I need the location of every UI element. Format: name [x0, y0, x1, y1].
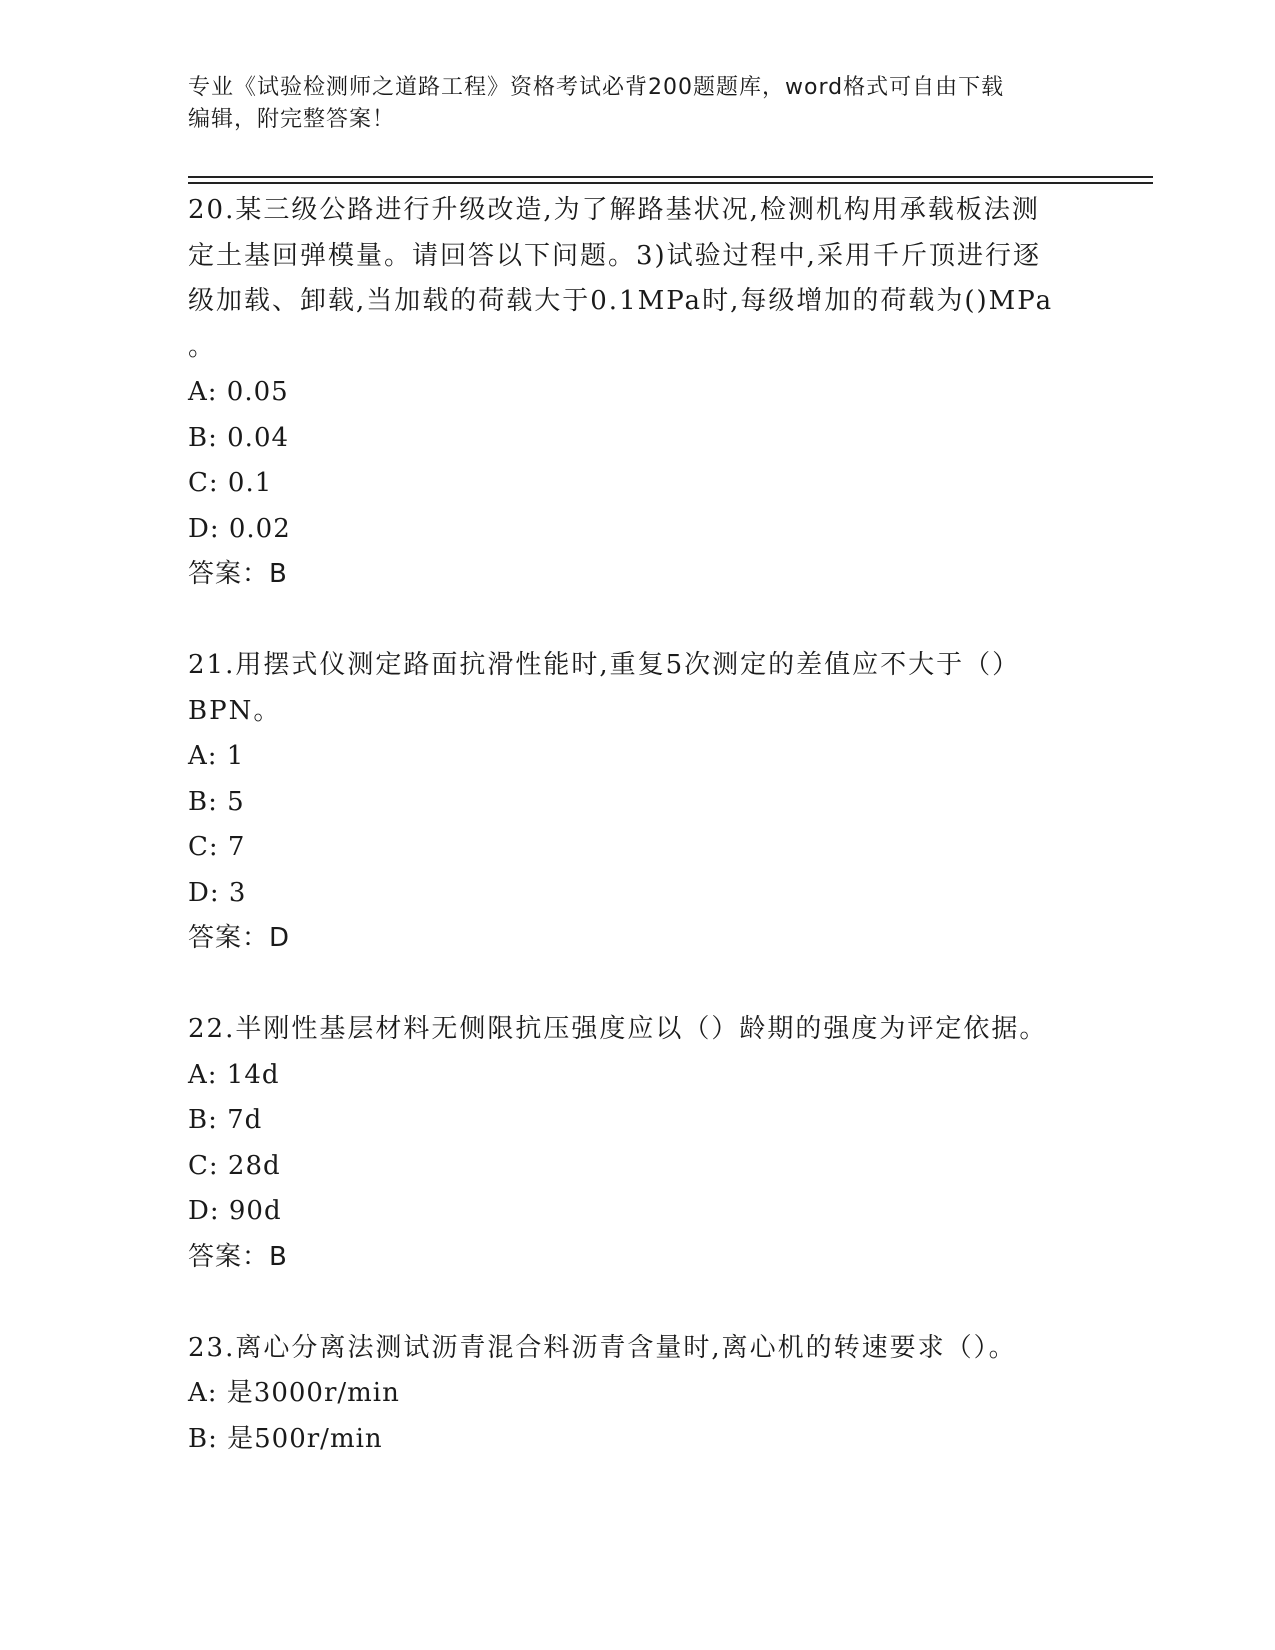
question-text-line: 级加载、卸载,当加载的荷载大于0.1MPa时,每级增加的荷载为()MPa — [188, 286, 1054, 316]
document-header — [188, 72, 1088, 136]
question-list — [188, 188, 1088, 1462]
option-b: B: 5 — [188, 786, 245, 817]
option-a: A: 1 — [188, 741, 245, 771]
header-divider-bottom — [188, 182, 1153, 184]
option-a: A: 0.05 — [188, 377, 289, 407]
question-text-line: BPN。 — [188, 695, 282, 726]
question-text-line: 20.某三级公路进行升级改造,为了解路基状况,检测机构用承载板法测 — [188, 195, 1040, 225]
header-line-1: 专业《试验检测师之道路工程》资格考试必背200题题库，word格式可自由下载 — [188, 75, 1005, 100]
option-b: B: 7d — [188, 1105, 263, 1135]
question-spacer — [188, 598, 1088, 644]
question-21 — [188, 643, 1088, 962]
question-spacer — [188, 962, 1088, 1008]
question-spacer — [188, 1280, 1088, 1326]
answer-line: 答案：B — [188, 559, 288, 589]
answer-line: 答案：D — [188, 923, 291, 953]
question-text-line: 22.半刚性基层材料无侧限抗压强度应以（）龄期的强度为评定依据。 — [188, 1014, 1048, 1044]
question-23 — [188, 1326, 1088, 1463]
option-c: C: 7 — [188, 832, 246, 862]
option-c: C: 0.1 — [188, 468, 273, 498]
header-divider-top — [188, 176, 1153, 178]
question-text-line: 21.用摆式仪测定路面抗滑性能时,重复5次测定的差值应不大于（） — [188, 650, 1021, 680]
question-text-line: 。 — [188, 331, 217, 362]
option-a: A: 是3000r/min — [188, 1378, 400, 1408]
option-b: B: 是500r/min — [188, 1423, 383, 1454]
question-text-line: 定土基回弹模量。请回答以下问题。3)试验过程中,采用千斤顶进行逐 — [188, 240, 1041, 271]
option-c: C: 28d — [188, 1150, 281, 1181]
answer-line: 答案：B — [188, 1241, 288, 1272]
question-22 — [188, 1007, 1088, 1280]
option-b: B: 0.04 — [188, 422, 290, 453]
option-a: A: 14d — [188, 1059, 280, 1090]
option-d: D: 3 — [188, 877, 247, 908]
question-text-line: 23.离心分离法测试沥青混合料沥青含量时,离心机的转速要求（）。 — [188, 1332, 1017, 1363]
question-20 — [188, 188, 1088, 598]
option-d: D: 90d — [188, 1196, 282, 1226]
option-d: D: 0.02 — [188, 513, 291, 544]
header-line-2: 编辑，附完整答案！ — [188, 107, 396, 132]
